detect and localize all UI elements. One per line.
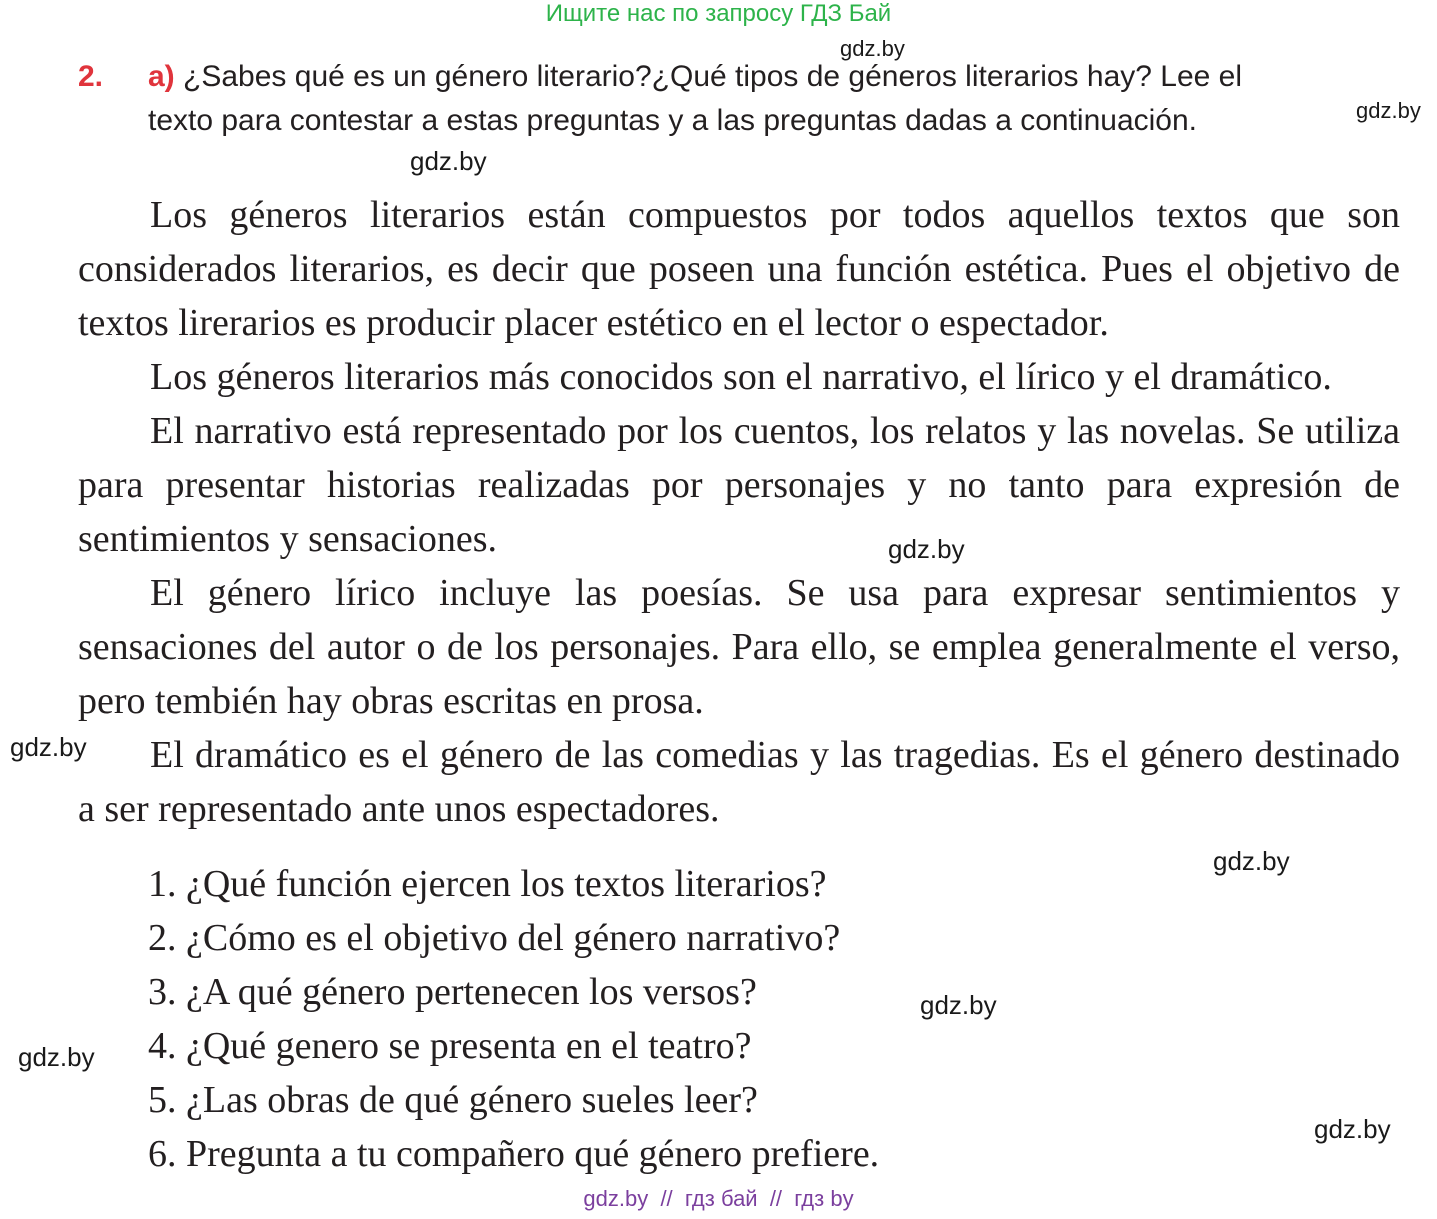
watermark: gdz.by [1356, 98, 1421, 123]
watermark: gdz.by [10, 732, 87, 762]
paragraph-1: Los géneros literarios están compuestos por todos aquellos textos que son considerados literarios, es decir que poseen una función estética. Pues el objetivo de textos lirerarios es producir placer estético en el lector o espectador. [78, 194, 1400, 344]
question-2: 2. ¿Cómo es el objetivo del género narrativo? [148, 917, 841, 959]
question-1: 1. ¿Qué función ejercen los textos literarios? [148, 863, 827, 905]
question-6: 6. Pregunta a tu compañero qué género prefiere. [148, 1133, 880, 1175]
task-letter: a) [148, 60, 175, 93]
watermark: gdz.by [888, 534, 965, 564]
watermark: gdz.by [410, 146, 487, 176]
watermark: gdz.by [1213, 846, 1290, 876]
watermark: gdz.by [1314, 1114, 1391, 1144]
paragraph-3: El narrativo está representado por los cuentos, los relatos y las novelas. Se utiliza para presentar historias realizadas por personajes y no tanto para expresión de sentimientos y sensaciones. [78, 410, 1400, 560]
footer-links[interactable]: gdz.by // гдз бай // гдз by [583, 1186, 854, 1211]
top-banner[interactable]: Ищите нас по запросу ГДЗ Бай [545, 0, 892, 27]
watermark: gdz.by [840, 36, 905, 61]
question-5: 5. ¿Las obras de qué género sueles leer? [148, 1079, 758, 1121]
watermark: gdz.by [920, 990, 997, 1020]
question-3: 3. ¿A qué género pertenecen los versos? [148, 971, 757, 1013]
question-4: 4. ¿Qué genero se presenta en el teatro? [148, 1025, 752, 1067]
paragraph-2: Los géneros literarios más conocidos son el narrativo, el lírico y el dramático. [150, 356, 1332, 398]
paragraph-5: El dramático es el género de las comedias y las tragedias. Es el género destinado a ser representado ante unos espectadores. [78, 734, 1400, 830]
reading-text [78, 188, 1400, 836]
task-instruction-line-2: texto para contestar a estas preguntas y a las preguntas dadas a continuación. [148, 104, 1198, 137]
task-instruction-line-1 [148, 60, 1242, 94]
watermark: gdz.by [18, 1042, 95, 1072]
paragraph-4: El género lírico incluye las poesías. Se usa para expresar sentimientos y sensaciones del autor o de los personajes. Para ello, se emplea generalmente el verso, pero tembién hay obras escritas en prosa. [78, 572, 1400, 722]
task-instruction-text: ¿Sabes qué es un género literario?¿Qué tipos de géneros literarios hay? Lee el [183, 60, 1243, 93]
task-number: 2. [78, 60, 104, 93]
